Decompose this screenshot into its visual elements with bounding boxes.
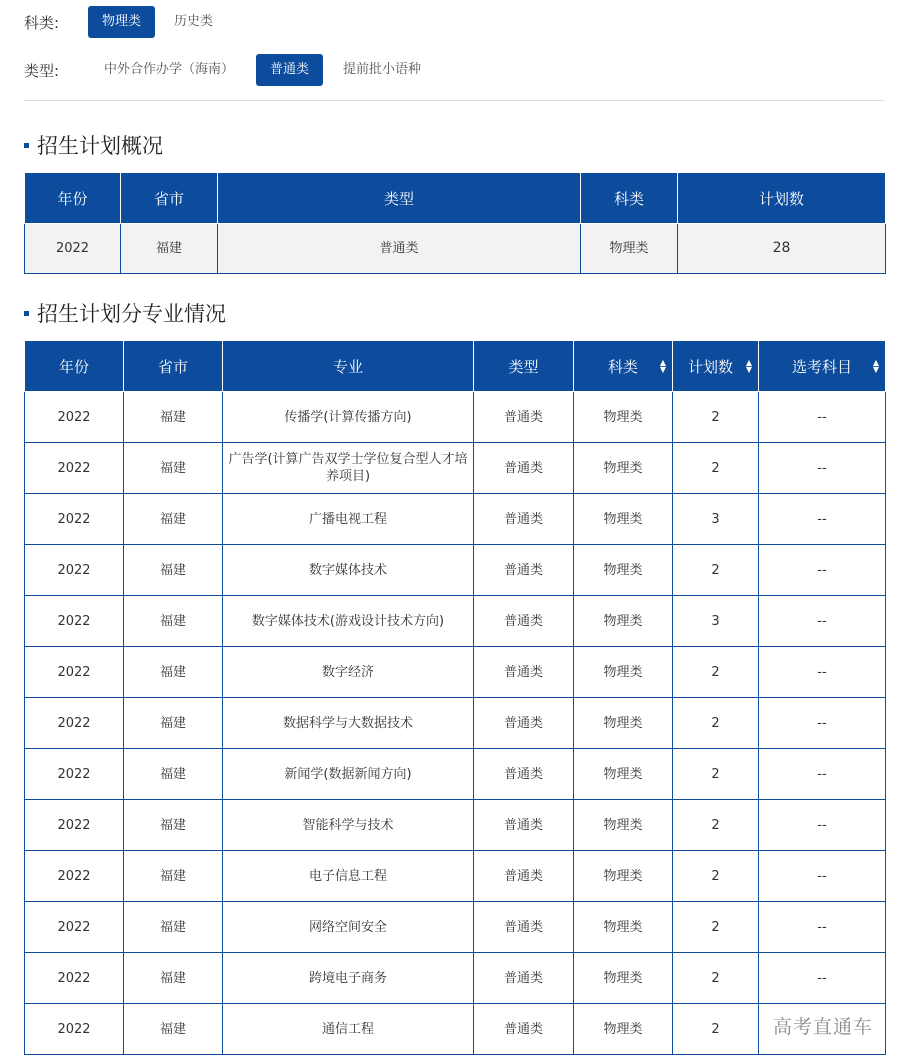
major-cell-major: 数字经济	[223, 647, 474, 698]
subject-filter	[24, 6, 227, 38]
major-header-elective[interactable]	[759, 341, 886, 392]
major-cell-major: 电子信息工程	[223, 851, 474, 902]
major-cell-major: 数据科学与大数据技术	[223, 698, 474, 749]
major-cell-province: 福建	[124, 902, 223, 953]
table-row	[25, 545, 886, 596]
major-header-major: 专业	[223, 341, 474, 392]
major-header-plan[interactable]	[673, 341, 759, 392]
table-row	[25, 698, 886, 749]
major-cell-subject: 物理类	[574, 902, 673, 953]
title-bullet	[24, 311, 29, 316]
major-cell-type: 普通类	[474, 851, 574, 902]
overview-cell-plan: 28	[678, 224, 886, 274]
major-cell-year: 2022	[25, 1004, 124, 1055]
major-cell-major: 新闻学(数据新闻方向)	[223, 749, 474, 800]
major-cell-year: 2022	[25, 953, 124, 1004]
major-cell-type: 普通类	[474, 800, 574, 851]
major-cell-subject: 物理类	[574, 545, 673, 596]
subject-option-physics[interactable]: 物理类	[88, 6, 155, 38]
major-cell-type: 普通类	[474, 494, 574, 545]
table-row	[25, 596, 886, 647]
overview-cell-subject: 物理类	[581, 224, 678, 274]
type-filter	[24, 54, 435, 86]
title-bullet	[24, 143, 29, 148]
major-cell-province: 福建	[124, 647, 223, 698]
table-row	[25, 749, 886, 800]
major-cell-elective: --	[759, 545, 886, 596]
major-cell-plan: 2	[673, 749, 759, 800]
major-cell-plan: 2	[673, 392, 759, 443]
major-cell-major: 智能科学与技术	[223, 800, 474, 851]
table-row	[25, 647, 886, 698]
major-cell-major: 跨境电子商务	[223, 953, 474, 1004]
major-cell-plan: 2	[673, 545, 759, 596]
table-row	[25, 851, 886, 902]
major-cell-subject: 物理类	[574, 698, 673, 749]
filter-divider	[24, 100, 884, 101]
major-cell-plan: 2	[673, 902, 759, 953]
major-cell-subject: 物理类	[574, 596, 673, 647]
major-cell-plan: 2	[673, 647, 759, 698]
major-cell-elective: --	[759, 698, 886, 749]
major-cell-elective: --	[759, 596, 886, 647]
major-cell-year: 2022	[25, 647, 124, 698]
overview-header-row	[25, 173, 886, 224]
major-cell-year: 2022	[25, 800, 124, 851]
major-cell-type: 普通类	[474, 953, 574, 1004]
major-cell-elective: --	[759, 392, 886, 443]
major-cell-province: 福建	[124, 851, 223, 902]
sort-icon[interactable]: ▲ ▼	[872, 358, 879, 374]
major-cell-type: 普通类	[474, 647, 574, 698]
type-filter-label: 类型:	[24, 61, 60, 80]
overview-cell-province: 福建	[121, 224, 218, 274]
major-header-row	[25, 341, 886, 392]
major-cell-year: 2022	[25, 698, 124, 749]
major-cell-plan: 2	[673, 953, 759, 1004]
major-cell-subject: 物理类	[574, 647, 673, 698]
sort-icon[interactable]: ▲ ▼	[659, 358, 666, 374]
major-cell-province: 福建	[124, 698, 223, 749]
major-cell-province: 福建	[124, 494, 223, 545]
major-header-province: 省市	[124, 341, 223, 392]
major-cell-major: 数字媒体技术(游戏设计技术方向)	[223, 596, 474, 647]
major-cell-province: 福建	[124, 443, 223, 494]
overview-header-province: 省市	[121, 173, 218, 224]
overview-row	[25, 224, 886, 274]
major-cell-province: 福建	[124, 749, 223, 800]
major-cell-province: 福建	[124, 392, 223, 443]
major-cell-subject: 物理类	[574, 800, 673, 851]
watermark: 高考直通车	[773, 1012, 873, 1039]
major-section-title	[24, 298, 226, 328]
major-cell-major: 网络空间安全	[223, 902, 474, 953]
type-option-sino-foreign[interactable]: 中外合作办学（海南）	[104, 62, 235, 77]
major-cell-plan: 2	[673, 800, 759, 851]
major-cell-type: 普通类	[474, 749, 574, 800]
overview-cell-year: 2022	[25, 224, 121, 274]
overview-cell-type: 普通类	[218, 224, 581, 274]
major-cell-elective: --	[759, 494, 886, 545]
major-cell-major: 通信工程	[223, 1004, 474, 1055]
overview-header-year: 年份	[25, 173, 121, 224]
major-cell-year: 2022	[25, 494, 124, 545]
major-table	[24, 340, 886, 1055]
major-cell-subject: 物理类	[574, 392, 673, 443]
overview-table	[24, 172, 886, 274]
table-row	[25, 902, 886, 953]
major-cell-elective: --	[759, 443, 886, 494]
major-header-subject[interactable]	[574, 341, 673, 392]
overview-header-type: 类型	[218, 173, 581, 224]
major-cell-major: 广告学(计算广告双学士学位复合型人才培养项目)	[223, 443, 474, 494]
major-cell-elective: --	[759, 851, 886, 902]
major-cell-province: 福建	[124, 800, 223, 851]
major-cell-year: 2022	[25, 443, 124, 494]
major-cell-year: 2022	[25, 902, 124, 953]
major-cell-plan: 3	[673, 596, 759, 647]
major-header-year: 年份	[25, 341, 124, 392]
major-cell-subject: 物理类	[574, 1004, 673, 1055]
overview-header-plan: 计划数	[678, 173, 886, 224]
major-cell-elective: --	[759, 647, 886, 698]
major-header-elective-label: 选考科目	[791, 357, 852, 376]
table-row	[25, 392, 886, 443]
major-cell-subject: 物理类	[574, 443, 673, 494]
major-cell-elective: --	[759, 902, 886, 953]
major-title-text: 招生计划分专业情况	[37, 302, 226, 326]
major-cell-major: 传播学(计算传播方向)	[223, 392, 474, 443]
major-cell-year: 2022	[25, 749, 124, 800]
major-cell-type: 普通类	[474, 902, 574, 953]
subject-filter-label: 科类:	[24, 13, 60, 32]
table-row	[25, 494, 886, 545]
major-cell-year: 2022	[25, 851, 124, 902]
table-row	[25, 953, 886, 1004]
major-header-plan-label: 计划数	[687, 357, 733, 376]
major-header-subject-label: 科类	[607, 357, 638, 376]
major-cell-subject: 物理类	[574, 749, 673, 800]
major-cell-year: 2022	[25, 596, 124, 647]
major-cell-province: 福建	[124, 545, 223, 596]
major-cell-type: 普通类	[474, 443, 574, 494]
major-cell-plan: 2	[673, 443, 759, 494]
major-cell-subject: 物理类	[574, 953, 673, 1004]
major-cell-year: 2022	[25, 392, 124, 443]
major-cell-elective: --	[759, 953, 886, 1004]
overview-section-title	[24, 130, 163, 160]
major-header-type: 类型	[474, 341, 574, 392]
major-cell-elective: --	[759, 749, 886, 800]
major-cell-elective: --	[759, 800, 886, 851]
major-cell-type: 普通类	[474, 545, 574, 596]
major-cell-province: 福建	[124, 953, 223, 1004]
major-cell-plan: 2	[673, 1004, 759, 1055]
major-cell-province: 福建	[124, 1004, 223, 1055]
type-option-early-batch[interactable]: 提前批小语种	[343, 62, 422, 77]
major-cell-plan: 2	[673, 698, 759, 749]
major-cell-major: 数字媒体技术	[223, 545, 474, 596]
overview-header-subject: 科类	[581, 173, 678, 224]
table-row	[25, 443, 886, 494]
subject-option-history[interactable]: 历史类	[174, 14, 214, 29]
overview-title-text: 招生计划概况	[37, 134, 163, 158]
major-cell-type: 普通类	[474, 698, 574, 749]
major-cell-type: 普通类	[474, 392, 574, 443]
major-table-body	[25, 392, 886, 1055]
table-row	[25, 1004, 886, 1055]
major-cell-province: 福建	[124, 596, 223, 647]
table-row	[25, 800, 886, 851]
major-cell-plan: 2	[673, 851, 759, 902]
type-option-regular[interactable]: 普通类	[256, 54, 323, 86]
major-cell-type: 普通类	[474, 596, 574, 647]
sort-icon[interactable]: ▲ ▼	[745, 358, 752, 374]
major-cell-major: 广播电视工程	[223, 494, 474, 545]
major-cell-type: 普通类	[474, 1004, 574, 1055]
major-cell-plan: 3	[673, 494, 759, 545]
major-cell-subject: 物理类	[574, 851, 673, 902]
major-cell-subject: 物理类	[574, 494, 673, 545]
major-cell-year: 2022	[25, 545, 124, 596]
